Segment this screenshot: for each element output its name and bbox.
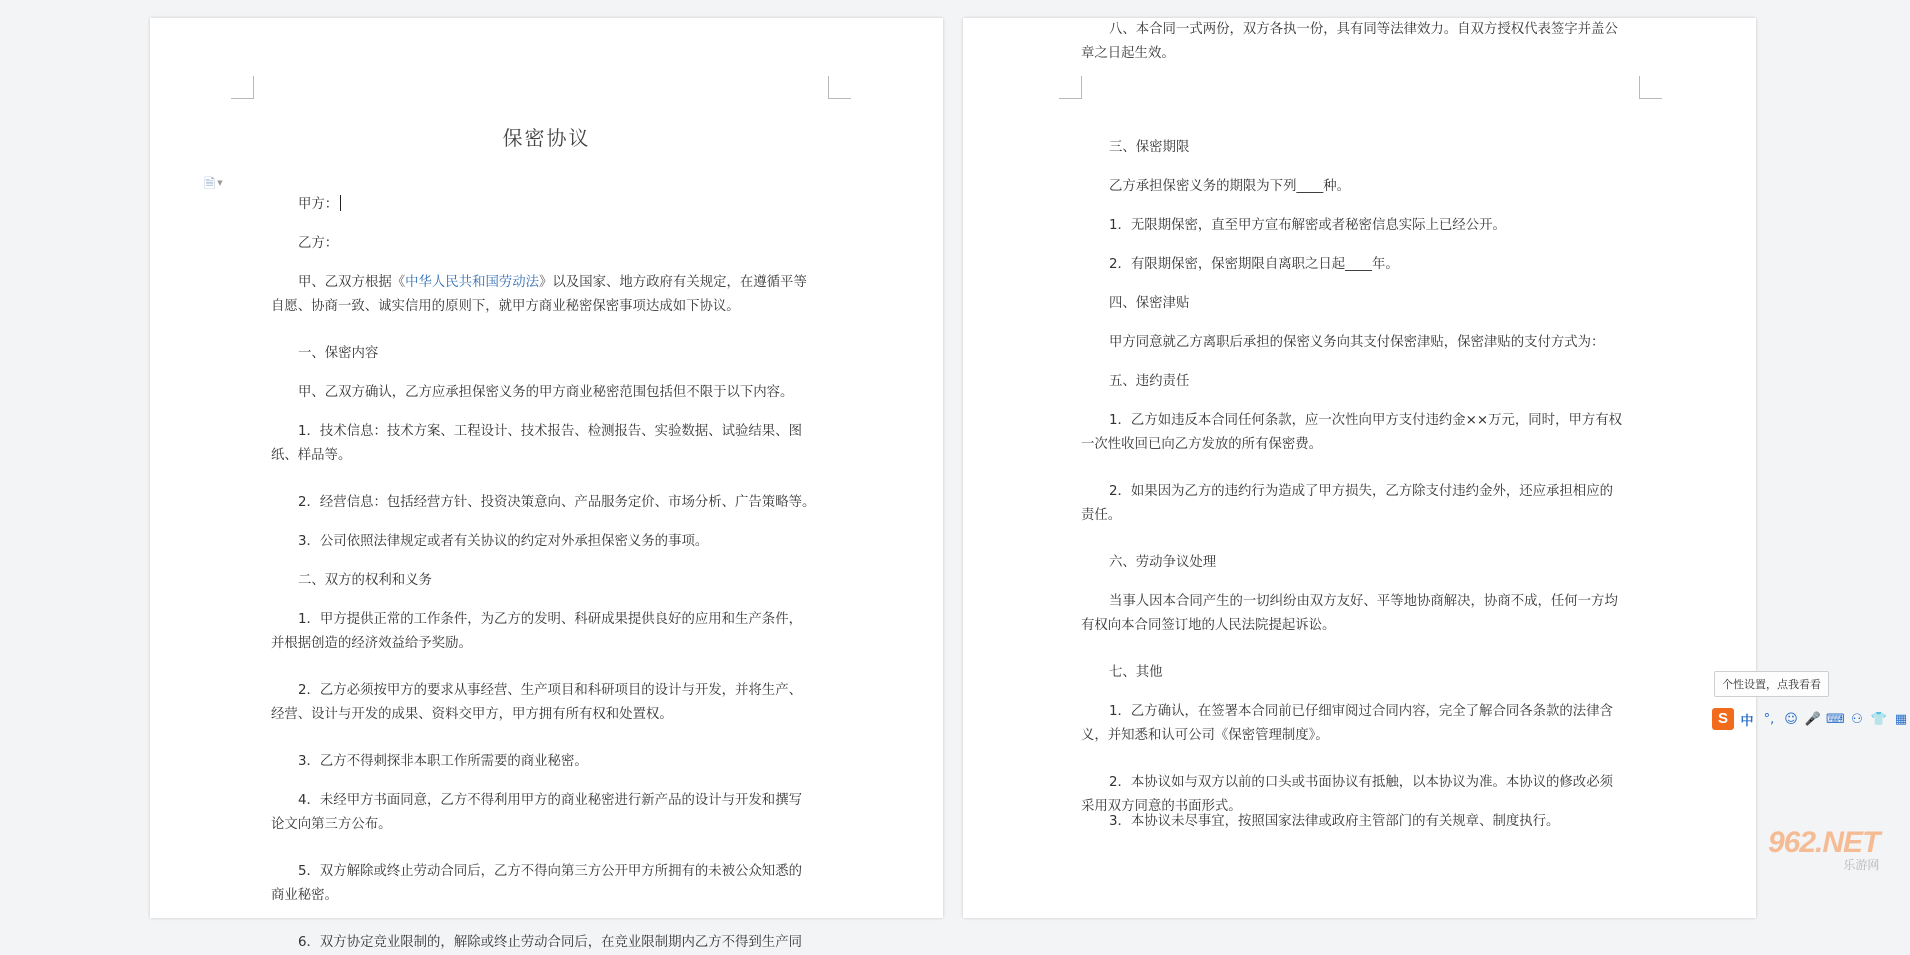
- paragraph-line: 甲方同意就乙方离职后承担的保密义务向其支付保密津贴，保密津贴的支付方式为：: [1109, 335, 1605, 350]
- section-heading: [1081, 370, 1189, 394]
- paragraph-layout-icon[interactable]: 🗎 ▼: [204, 176, 223, 192]
- paragraph-line: 有权向本合同签订地的人民法院提起诉讼。: [1081, 618, 1336, 633]
- paragraph-line: 并根据创造的经济效益给予奖励。: [271, 636, 472, 651]
- paragraph-line: 1．乙方如违反本合同任何条款，应一次性向甲方支付违约金××万元，同时，甲方有权: [1109, 413, 1623, 428]
- paragraph-line: 采用双方同意的书面形式。: [1081, 799, 1242, 814]
- keyboard-icon[interactable]: ⌨: [1826, 711, 1845, 727]
- document-paragraph: [1081, 700, 1613, 748]
- paragraph-line: 七、其他: [1109, 665, 1163, 680]
- section-heading: [1081, 551, 1216, 575]
- paragraph-line: 2．本协议如与双方以前的口头或书面协议有抵触，以本协议为准。本协议的修改必须: [1109, 775, 1613, 790]
- section-heading: [271, 342, 378, 366]
- margin-corner-mark: [231, 76, 254, 99]
- skin-shirt-icon[interactable]: 👕: [1870, 711, 1888, 727]
- document-paragraph: [271, 750, 588, 774]
- paragraph-line: 章之日起生效。: [1081, 46, 1175, 61]
- document-paragraph: [1081, 810, 1559, 834]
- section-heading: [271, 569, 432, 593]
- document-paragraph: [1081, 409, 1622, 457]
- paragraph-line: 责任。: [1081, 508, 1122, 523]
- paragraph-line: 2．经营信息：包括经营方针、投资决策意向、产品服务定价、市场分析、广告策略等。: [298, 495, 816, 510]
- document-paragraph: [271, 860, 802, 908]
- paragraph-line: 3．乙方不得刺探非本职工作所需要的商业秘密。: [298, 754, 588, 769]
- emoji-icon[interactable]: ☺: [1784, 711, 1798, 727]
- paragraph-line: 乙方承担保密义务的期限为下列____种。: [1109, 179, 1351, 194]
- paragraph-line: 一次性收回已向乙方发放的所有保密费。: [1081, 437, 1323, 452]
- document-page-1[interactable]: [150, 18, 943, 950]
- paragraph-line: 1．技术信息：技术方案、工程设计、技术报告、检测报告、实验数据、试验结果、图: [298, 424, 802, 439]
- paragraph-line: 甲方：: [271, 193, 341, 217]
- section-heading: [1081, 136, 1189, 160]
- site-watermark: [1768, 828, 1879, 872]
- microphone-icon[interactable]: 🎤: [1804, 711, 1822, 727]
- document-paragraph: [271, 420, 802, 468]
- document-paragraph: [271, 232, 338, 256]
- toolbox-icon[interactable]: ▦: [1894, 711, 1908, 727]
- document-paragraph: [1081, 214, 1506, 238]
- paragraph-line: 商业秘密。: [271, 888, 338, 903]
- paragraph-line: 1．无限期保密，直至甲方宣布解密或者秘密信息实际上已经公开。: [1109, 218, 1506, 233]
- section-heading: [1081, 661, 1163, 685]
- watermark-sub: 乐游网: [1843, 858, 1880, 872]
- paragraph-line: 八、本合同一式两份，双方各执一份，具有同等法律效力。自双方授权代表签字并盖公: [1109, 22, 1618, 37]
- paragraph-line: 经营、设计与开发的成果、资料交甲方，甲方拥有所有权和处置权。: [271, 707, 673, 722]
- margin-corner-mark: [1059, 76, 1082, 99]
- document-paragraph: [1081, 175, 1350, 199]
- user-icon[interactable]: ⚇: [1851, 711, 1863, 727]
- paragraph-line: 5．双方解除或终止劳动合同后，乙方不得向第三方公开甲方所拥有的未被公众知悉的: [298, 864, 802, 879]
- section-heading: [1081, 292, 1189, 316]
- paragraph-line: 6．双方协定竞业限制的，解除或终止劳动合同后，在竞业限制期内乙方不得到生产同: [298, 935, 802, 950]
- document-paragraph: [271, 381, 793, 405]
- paragraph-line: 3．公司依照法律规定或者有关协议的约定对外承担保密义务的事项。: [298, 534, 709, 549]
- document-paragraph: [271, 931, 802, 955]
- paragraph-line: 乙方：: [298, 236, 339, 251]
- paragraph-line: 1．乙方确认，在签署本合同前已仔细审阅过合同内容，完全了解合同各条款的法律含: [1109, 704, 1613, 719]
- document-paragraph: [271, 193, 341, 217]
- paragraph-line: 3．本协议未尽事宜，按照国家法律或政府主管部门的有关规章、制度执行。: [1109, 814, 1560, 829]
- paragraph-line: 纸、样品等。: [271, 448, 352, 463]
- paragraph-line: 自愿、协商一致、诚实信用的原则下，就甲方商业秘密保密事项达成如下协议。: [271, 299, 740, 314]
- paragraph-line: 五、违约责任: [1109, 374, 1190, 389]
- paragraph-line: 一、保密内容: [298, 346, 379, 361]
- text-cursor: [340, 195, 341, 211]
- document-paragraph: [1081, 480, 1613, 528]
- punctuation-icon[interactable]: °,: [1763, 711, 1775, 727]
- document-title: 保密协议: [502, 126, 591, 150]
- margin-corner-mark: [1639, 76, 1662, 99]
- paragraph-line: 甲、乙双方根据《中华人民共和国劳动法》以及国家、地方政府有关规定，在遵循平等: [298, 275, 807, 290]
- document-paragraph: [271, 789, 802, 837]
- ime-settings-tooltip: 个性设置，点我看看: [1714, 671, 1829, 697]
- law-hyperlink[interactable]: 中华人民共和国劳动法: [405, 275, 540, 290]
- paragraph-line: 甲、乙双方确认，乙方应承担保密义务的甲方商业秘密范围包括但不限于以下内容。: [298, 385, 794, 400]
- document-paragraph: [271, 271, 807, 319]
- paragraph-line: 四、保密津贴: [1109, 296, 1190, 311]
- document-paragraph: [271, 608, 802, 656]
- document-paragraph: [1081, 18, 1618, 66]
- paragraph-line: 2．有限期保密，保密期限自离职之日起____年。: [1109, 257, 1399, 272]
- document-page-2[interactable]: [963, 18, 1756, 918]
- ime-mode-toggle[interactable]: 中: [1740, 713, 1754, 729]
- paragraph-line: 六、劳动争议处理: [1109, 555, 1217, 570]
- ime-toolbar[interactable]: [1712, 707, 1910, 731]
- paragraph-line: 当事人因本合同产生的一切纠纷由双方友好、平等地协商解决，协商不成，任何一方均: [1109, 594, 1618, 609]
- document-paragraph: [1081, 590, 1618, 638]
- paragraph-line: 三、保密期限: [1109, 140, 1190, 155]
- paragraph-line: 二、双方的权利和义务: [298, 573, 432, 588]
- watermark-logo: 962.NET: [1768, 826, 1880, 859]
- paragraph-line: 义，并知悉和认可公司《保密管理制度》。: [1081, 728, 1329, 743]
- paragraph-line: 2．如果因为乙方的违约行为造成了甲方损失，乙方除支付违约金外，还应承担相应的: [1109, 484, 1613, 499]
- paragraph-line: 2．乙方必须按甲方的要求从事经营、生产项目和科研项目的设计与开发，并将生产、: [298, 683, 802, 698]
- paragraph-line: 1．甲方提供正常的工作条件，为乙方的发明、科研成果提供良好的应用和生产条件，: [298, 612, 802, 627]
- document-paragraph: [271, 679, 802, 727]
- document-paragraph: [1081, 253, 1399, 277]
- sogou-logo-icon[interactable]: S: [1712, 708, 1734, 730]
- paragraph-line: 论文向第三方公布。: [271, 817, 392, 832]
- document-paragraph: [271, 530, 708, 554]
- paragraph-line: 4．未经甲方书面同意，乙方不得利用甲方的商业秘密进行新产品的设计与开发和撰写: [298, 793, 802, 808]
- document-paragraph: [1081, 331, 1604, 355]
- margin-corner-mark: [828, 76, 851, 99]
- document-paragraph: [271, 491, 815, 515]
